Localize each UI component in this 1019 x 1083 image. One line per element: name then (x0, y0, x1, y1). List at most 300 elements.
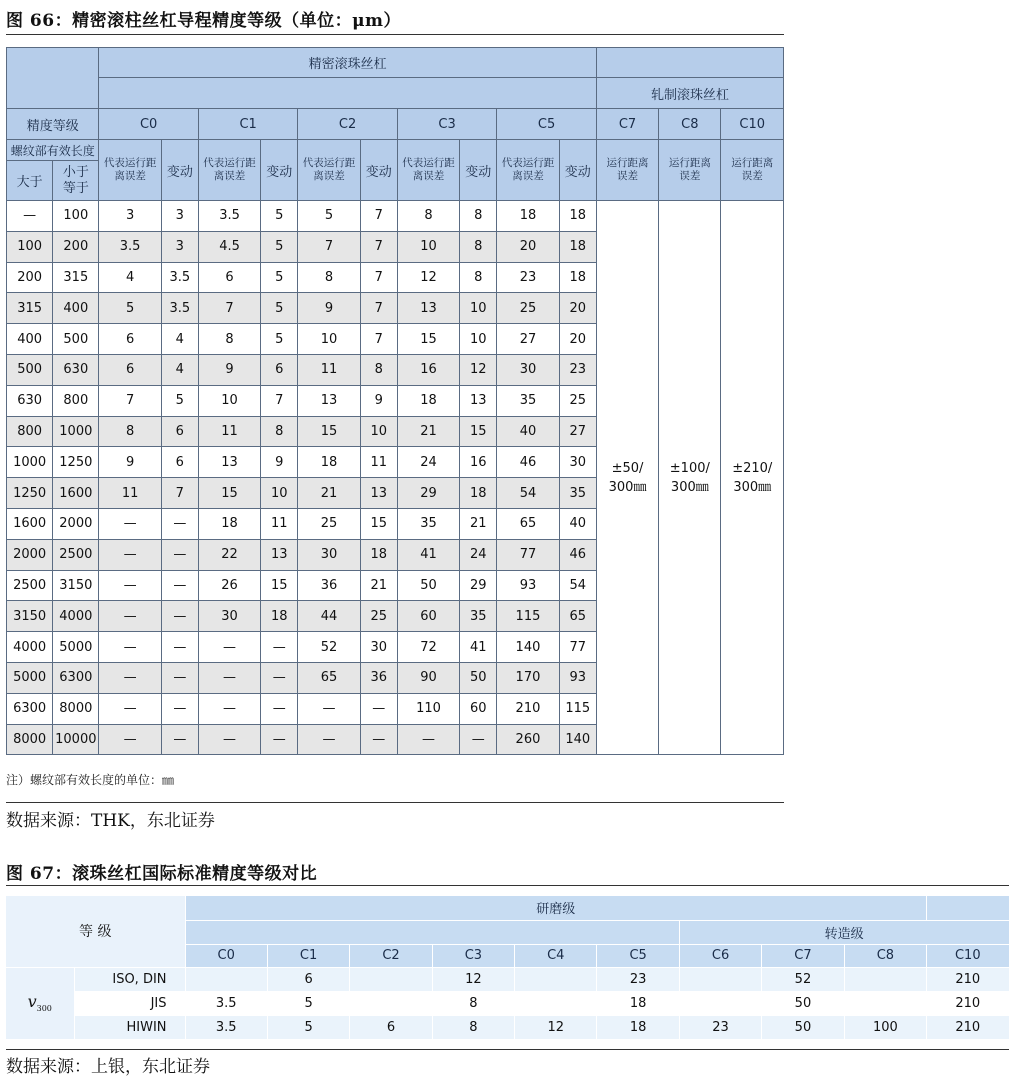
value-cell: 46 (559, 539, 596, 570)
value-cell: 65 (298, 662, 360, 693)
title-divider (6, 34, 784, 35)
rep-error-header: 代表运行距离误差 (397, 140, 459, 201)
value-cell: 27 (559, 416, 596, 447)
value-cell: 13 (460, 385, 497, 416)
value-cell: 7 (298, 231, 360, 262)
length-below-cell: 4000 (53, 601, 99, 632)
value-cell: 41 (460, 632, 497, 663)
value-cell: 18 (261, 601, 298, 632)
value-cell: 18 (597, 1015, 679, 1039)
grade-header-c7: C7 (596, 109, 658, 140)
figure-66-title: 图 66：精密滚柱丝杠导程精度等级（单位：μm） (6, 11, 402, 31)
value-cell: 7 (360, 201, 397, 232)
value-cell: 8 (198, 324, 260, 355)
value-cell: 3 (161, 231, 198, 262)
grade-header-c1: C1 (267, 944, 349, 967)
standard-label: JIS (74, 991, 185, 1015)
length-below-cell: 5000 (53, 632, 99, 663)
grade-header-c4: C4 (515, 944, 597, 967)
value-cell: 25 (298, 508, 360, 539)
value-cell: 10 (360, 416, 397, 447)
length-above-cell: 3150 (7, 601, 53, 632)
value-cell: 5 (261, 262, 298, 293)
value-cell: 26 (198, 570, 260, 601)
variation-header: 变动 (161, 140, 198, 201)
length-below-cell: 8000 (53, 693, 99, 724)
value-cell: 65 (559, 601, 596, 632)
value-cell: 23 (559, 354, 596, 385)
below-label: 小于等于 (53, 161, 99, 201)
grade-header-c10: C10 (927, 944, 1009, 967)
length-below-cell: 1000 (53, 416, 99, 447)
value-cell: 8 (298, 262, 360, 293)
length-above-cell: — (7, 201, 53, 232)
value-cell: 15 (397, 324, 459, 355)
length-above-cell: 100 (7, 231, 53, 262)
symbol-subscript: 300 (36, 1004, 52, 1014)
value-cell: 23 (597, 967, 679, 991)
value-cell: — (261, 662, 298, 693)
value-cell: 24 (397, 447, 459, 478)
source-divider (6, 1049, 1009, 1050)
variation-header: 变动 (559, 140, 596, 201)
value-cell: 18 (360, 539, 397, 570)
grade-header-c2: C2 (298, 109, 397, 140)
value-cell: 12 (515, 1015, 597, 1039)
figure-67-title: 图 67：滚珠丝杠国际标准精度等级对比 (6, 864, 318, 884)
value-cell (679, 991, 761, 1015)
value-cell: — (360, 724, 397, 755)
length-below-cell: 10000 (53, 724, 99, 755)
table-note: 注）螺纹部有效长度的单位：㎜ (6, 773, 175, 787)
value-cell: 35 (460, 601, 497, 632)
value-cell: 8 (432, 1015, 514, 1039)
value-cell: 115 (497, 601, 559, 632)
value-cell: 140 (559, 724, 596, 755)
title-divider (6, 885, 1009, 886)
value-cell: 8 (99, 416, 161, 447)
value-cell: 12 (460, 354, 497, 385)
value-cell: 6 (161, 447, 198, 478)
length-below-cell: 800 (53, 385, 99, 416)
table-row (6, 991, 1009, 1015)
value-cell: 8 (460, 231, 497, 262)
grade-header-c1: C1 (198, 109, 297, 140)
rolled-value-cell: ±210/ 300㎜ (721, 201, 784, 755)
value-cell: 35 (397, 508, 459, 539)
value-cell: 18 (298, 447, 360, 478)
value-cell: 72 (397, 632, 459, 663)
value-cell: 6 (267, 967, 349, 991)
value-cell: 77 (497, 539, 559, 570)
value-cell: 30 (497, 354, 559, 385)
value-cell: 25 (497, 293, 559, 324)
lead-precision-table (6, 47, 784, 755)
length-above-cell: 4000 (7, 632, 53, 663)
value-cell: — (161, 601, 198, 632)
value-cell (350, 967, 432, 991)
value-cell: 54 (559, 570, 596, 601)
above-label: 大于 (7, 161, 53, 201)
value-cell: 9 (360, 385, 397, 416)
value-cell: 30 (559, 447, 596, 478)
value-cell: 7 (99, 385, 161, 416)
value-cell: 25 (559, 385, 596, 416)
value-cell: 16 (460, 447, 497, 478)
value-cell: 15 (460, 416, 497, 447)
value-cell: 20 (497, 231, 559, 262)
value-cell: 18 (559, 201, 596, 232)
grade-header-c2: C2 (350, 944, 432, 967)
value-cell: — (397, 724, 459, 755)
rep-error-header: 代表运行距离误差 (497, 140, 559, 201)
precision-group-spacer (99, 78, 596, 109)
value-cell: 40 (497, 416, 559, 447)
value-cell: 52 (762, 967, 844, 991)
length-above-cell: 400 (7, 324, 53, 355)
length-below-cell: 500 (53, 324, 99, 355)
value-cell: 10 (261, 478, 298, 509)
value-cell: 4 (99, 262, 161, 293)
value-cell: 22 (198, 539, 260, 570)
value-cell: 100 (844, 1015, 926, 1039)
variation-header: 变动 (261, 140, 298, 201)
length-below-cell: 6300 (53, 662, 99, 693)
value-cell: — (198, 693, 260, 724)
value-cell: — (161, 570, 198, 601)
value-cell: 115 (559, 693, 596, 724)
value-cell: — (198, 632, 260, 663)
value-cell: 50 (762, 1015, 844, 1039)
value-cell (515, 967, 597, 991)
value-cell: 3 (99, 201, 161, 232)
value-cell: 46 (497, 447, 559, 478)
value-cell: 3.5 (185, 991, 267, 1015)
value-cell: 15 (298, 416, 360, 447)
value-cell: 7 (360, 293, 397, 324)
grade-header-c8: C8 (659, 109, 721, 140)
table-row (6, 1015, 1009, 1039)
value-cell: 12 (397, 262, 459, 293)
length-above-cell: 630 (7, 385, 53, 416)
value-cell: 10 (460, 324, 497, 355)
value-cell: — (198, 724, 260, 755)
rep-error-header: 代表运行距离误差 (298, 140, 360, 201)
value-cell: 10 (198, 385, 260, 416)
value-cell: 10 (397, 231, 459, 262)
value-cell: 65 (497, 508, 559, 539)
length-above-cell: 1000 (7, 447, 53, 478)
value-cell: 3.5 (99, 231, 161, 262)
length-above-cell: 6300 (7, 693, 53, 724)
value-cell: 6 (261, 354, 298, 385)
value-cell: — (298, 693, 360, 724)
rep-error-header: 代表运行距离误差 (99, 140, 161, 201)
value-cell: 8 (360, 354, 397, 385)
value-cell: 90 (397, 662, 459, 693)
grade-header: 等 级 (6, 896, 185, 967)
value-cell: — (261, 693, 298, 724)
rolled-value-cell: ±50/ 300㎜ (596, 201, 658, 755)
value-cell: 54 (497, 478, 559, 509)
value-cell: — (460, 724, 497, 755)
value-cell: 18 (397, 385, 459, 416)
variation-header: 变动 (460, 140, 497, 201)
value-cell: 11 (99, 478, 161, 509)
length-below-cell: 200 (53, 231, 99, 262)
table-row (7, 201, 784, 232)
length-below-cell: 315 (53, 262, 99, 293)
value-cell: 50 (460, 662, 497, 693)
value-cell: 60 (460, 693, 497, 724)
value-cell: 6 (350, 1015, 432, 1039)
value-cell: — (99, 539, 161, 570)
grade-header-c6: C6 (679, 944, 761, 967)
value-cell (515, 991, 597, 1015)
value-cell: 3.5 (161, 262, 198, 293)
value-cell: 13 (261, 539, 298, 570)
value-cell: 5 (267, 1015, 349, 1039)
value-cell: 8 (432, 991, 514, 1015)
grade-header-c10: C10 (721, 109, 784, 140)
value-cell: 44 (298, 601, 360, 632)
value-cell: 7 (261, 385, 298, 416)
value-cell (679, 967, 761, 991)
value-cell: — (161, 539, 198, 570)
grade-header-c3: C3 (432, 944, 514, 967)
length-below-cell: 1250 (53, 447, 99, 478)
length-above-cell: 2500 (7, 570, 53, 601)
length-label: 螺纹部有效长度 (7, 140, 99, 161)
value-cell: 18 (559, 262, 596, 293)
grade-header-c8: C8 (844, 944, 926, 967)
value-cell: — (99, 662, 161, 693)
header-spacer (185, 920, 679, 944)
value-cell: 11 (298, 354, 360, 385)
rolled-group-header: 轧制滚珠丝杠 (596, 78, 783, 109)
value-cell: — (99, 601, 161, 632)
figure-66-source: 数据来源：THK，东北证券 (6, 811, 215, 831)
value-cell: 52 (298, 632, 360, 663)
value-cell: 36 (298, 570, 360, 601)
value-cell: 5 (298, 201, 360, 232)
length-below-cell: 3150 (53, 570, 99, 601)
length-below-cell: 630 (53, 354, 99, 385)
value-cell: — (298, 724, 360, 755)
value-cell: 9 (198, 354, 260, 385)
value-cell: 5 (99, 293, 161, 324)
value-cell: 9 (99, 447, 161, 478)
rolled-grade-header: 转造级 (679, 920, 1009, 944)
length-above-cell: 8000 (7, 724, 53, 755)
value-cell: 6 (99, 354, 161, 385)
value-cell: 8 (397, 201, 459, 232)
value-cell: 93 (559, 662, 596, 693)
figure-67-source: 数据来源：上银，东北证券 (6, 1057, 210, 1077)
length-below-cell: 400 (53, 293, 99, 324)
value-cell: 9 (298, 293, 360, 324)
value-cell: 30 (298, 539, 360, 570)
travel-error-header: 运行距离误差 (596, 140, 658, 201)
value-cell: 27 (497, 324, 559, 355)
value-cell: — (99, 508, 161, 539)
value-cell: 5 (267, 991, 349, 1015)
value-cell: 5 (261, 201, 298, 232)
grade-header-c5: C5 (597, 944, 679, 967)
grade-header-c0: C0 (185, 944, 267, 967)
value-cell: 18 (559, 231, 596, 262)
value-cell: 210 (497, 693, 559, 724)
value-cell: — (99, 724, 161, 755)
symbol-letter: v (27, 992, 37, 1012)
variation-header: 变动 (360, 140, 397, 201)
rolled-group-spacer (596, 48, 783, 78)
value-cell: 6 (198, 262, 260, 293)
value-cell: 8 (460, 262, 497, 293)
value-cell: 23 (679, 1015, 761, 1039)
travel-error-header: 运行距离误差 (659, 140, 721, 201)
value-cell: 30 (360, 632, 397, 663)
value-cell: 12 (432, 967, 514, 991)
v300-symbol (6, 967, 74, 1039)
value-cell: 16 (397, 354, 459, 385)
value-cell: 7 (360, 324, 397, 355)
value-cell: 8 (261, 416, 298, 447)
length-above-cell: 1250 (7, 478, 53, 509)
value-cell: 50 (762, 991, 844, 1015)
header-blank (7, 48, 99, 109)
value-cell: 13 (360, 478, 397, 509)
grade-header-c3: C3 (397, 109, 496, 140)
length-below-cell: 1600 (53, 478, 99, 509)
value-cell: 5 (261, 231, 298, 262)
value-cell: 93 (497, 570, 559, 601)
value-cell: 4.5 (198, 231, 260, 262)
value-cell: 29 (460, 570, 497, 601)
value-cell: 21 (360, 570, 397, 601)
length-above-cell: 200 (7, 262, 53, 293)
precision-group-header: 精密滚珠丝杠 (99, 48, 596, 78)
value-cell: — (261, 724, 298, 755)
value-cell: 23 (497, 262, 559, 293)
ground-grade-header: 研磨级 (185, 896, 927, 920)
value-cell: 13 (397, 293, 459, 324)
value-cell: — (99, 570, 161, 601)
value-cell: — (161, 508, 198, 539)
value-cell: 15 (261, 570, 298, 601)
value-cell: 10 (298, 324, 360, 355)
value-cell: 41 (397, 539, 459, 570)
value-cell: — (360, 693, 397, 724)
value-cell: 11 (360, 447, 397, 478)
value-cell: 210 (927, 991, 1009, 1015)
value-cell: 13 (298, 385, 360, 416)
value-cell: 3.5 (161, 293, 198, 324)
value-cell: 50 (397, 570, 459, 601)
value-cell: 210 (927, 1015, 1009, 1039)
value-cell: 30 (198, 601, 260, 632)
header-spacer (927, 896, 1009, 920)
length-below-cell: 100 (53, 201, 99, 232)
value-cell: 18 (460, 478, 497, 509)
value-cell: 60 (397, 601, 459, 632)
value-cell: 21 (397, 416, 459, 447)
standard-label: HIWIN (74, 1015, 185, 1039)
value-cell: 20 (559, 324, 596, 355)
table-row (6, 967, 1009, 991)
value-cell: 10 (460, 293, 497, 324)
travel-error-header: 运行距离误差 (721, 140, 784, 201)
source-divider (6, 802, 784, 803)
value-cell (844, 991, 926, 1015)
value-cell: 29 (397, 478, 459, 509)
length-above-cell: 800 (7, 416, 53, 447)
value-cell: 21 (460, 508, 497, 539)
value-cell: — (198, 662, 260, 693)
value-cell: 18 (597, 991, 679, 1015)
value-cell: 35 (559, 478, 596, 509)
value-cell: 4 (161, 354, 198, 385)
length-above-cell: 5000 (7, 662, 53, 693)
value-cell: 170 (497, 662, 559, 693)
value-cell: 260 (497, 724, 559, 755)
length-above-cell: 315 (7, 293, 53, 324)
value-cell: 18 (497, 201, 559, 232)
value-cell: 15 (360, 508, 397, 539)
length-above-cell: 500 (7, 354, 53, 385)
value-cell: — (161, 724, 198, 755)
grade-header-c5: C5 (497, 109, 597, 140)
standard-comparison-table (6, 896, 1010, 1040)
grade-header-c0: C0 (99, 109, 198, 140)
value-cell: 110 (397, 693, 459, 724)
value-cell: 77 (559, 632, 596, 663)
rep-error-header: 代表运行距离误差 (198, 140, 260, 201)
value-cell: — (99, 632, 161, 663)
value-cell: — (161, 693, 198, 724)
value-cell: 11 (198, 416, 260, 447)
value-cell (350, 991, 432, 1015)
value-cell: 11 (261, 508, 298, 539)
value-cell: 21 (298, 478, 360, 509)
value-cell: 25 (360, 601, 397, 632)
standard-label: ISO, DIN (74, 967, 185, 991)
value-cell: — (161, 662, 198, 693)
value-cell: 7 (161, 478, 198, 509)
length-below-cell: 2000 (53, 508, 99, 539)
value-cell: 3 (161, 201, 198, 232)
value-cell: 6 (161, 416, 198, 447)
value-cell: 13 (198, 447, 260, 478)
value-cell: 9 (261, 447, 298, 478)
value-cell: 36 (360, 662, 397, 693)
value-cell: 140 (497, 632, 559, 663)
value-cell: 5 (261, 293, 298, 324)
value-cell: — (161, 632, 198, 663)
length-above-cell: 1600 (7, 508, 53, 539)
value-cell: 7 (198, 293, 260, 324)
value-cell: 3.5 (198, 201, 260, 232)
value-cell: — (99, 693, 161, 724)
value-cell: 35 (497, 385, 559, 416)
value-cell: 5 (261, 324, 298, 355)
value-cell: 18 (198, 508, 260, 539)
value-cell: 210 (927, 967, 1009, 991)
value-cell: — (261, 632, 298, 663)
grade-header-c7: C7 (762, 944, 844, 967)
value-cell: 3.5 (185, 1015, 267, 1039)
value-cell: 5 (161, 385, 198, 416)
